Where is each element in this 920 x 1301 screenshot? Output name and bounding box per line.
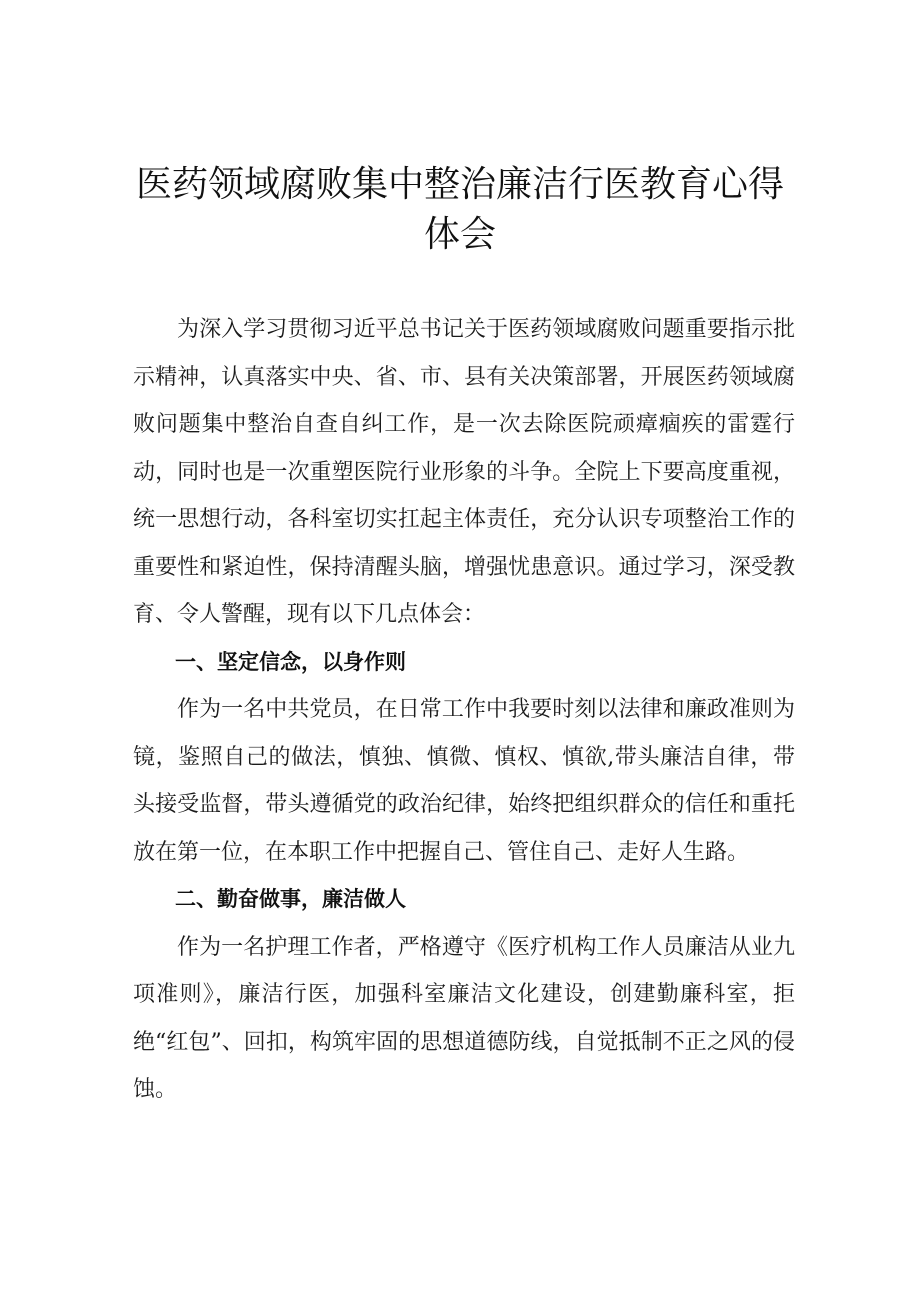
section-heading-2: 二、勤奋做事，廉洁做人 [175,887,406,911]
document-title: 医药领域腐败集中整治廉洁行医教育心得体会 [135,164,784,255]
document-body [133,306,795,1114]
intro-paragraph: 为深入学习贯彻习近平总书记关于医药领域腐败问题重要指示批示精神，认真落实中央、省、市、县有关决策部署，开展医药领域腐败问题集中整治自查自纠工作，是一次去除医院顽瘴痼疾的雷霆行动，同时也是一次重塑医院行业形象的斗争。全院上下要高度重视，统一思想行动，各科室切实扛起主体责任，充分认识专项整治工作的重要性和紧迫性，保持清醒头脑，增强忧患意识。通过学习，深受教育、令人警醒，现有以下几点体会： [133,317,795,627]
section-paragraph-2: 作为一名护理工作者，严格遵守《医疗机构工作人员廉洁从业九项准则》，廉洁行医，加强科室廉洁文化建设，创建勤廉科室，拒绝“红包”、回扣，构筑牢固的思想道德防线，自觉抵制不正之风的侵蚀。 [133,934,795,1102]
section-heading-1: 一、坚定信念，以身作则 [175,649,406,674]
section-paragraph-1: 作为一名中共党员，在日常工作中我要时刻以法律和廉政准则为镜，鉴照自己的做法，慎独、慎微、慎权、慎欲,带头廉洁自律，带头接受监督，带头遵循党的政治纪律，始终把组织群众的信任和重托放在第一位，在本职工作中把握自己、管住自己、走好人生路。 [133,697,795,865]
